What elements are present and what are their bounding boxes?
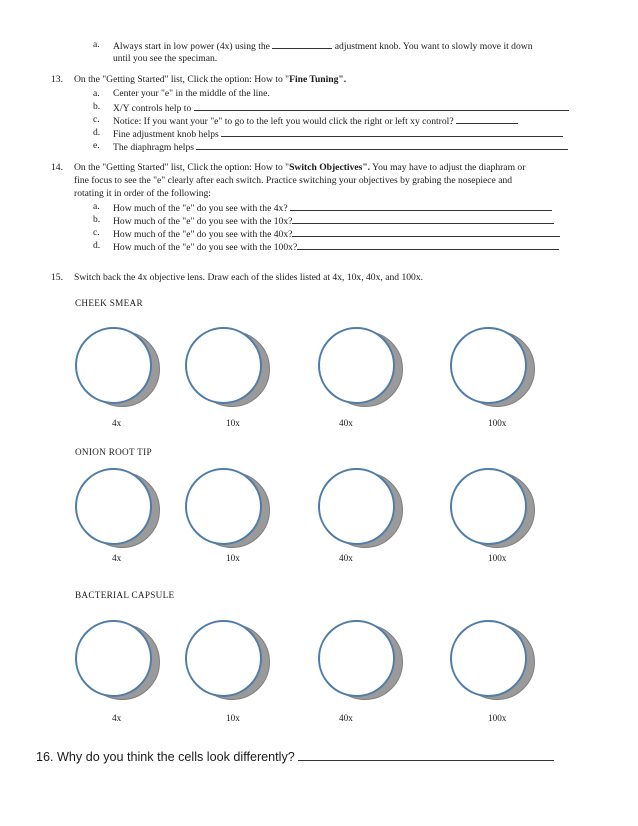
q13b-text: X/Y controls help to xyxy=(113,103,192,114)
q14b-answer-blank[interactable] xyxy=(292,214,554,224)
q13-number: 13. xyxy=(51,74,63,85)
slide-label-onion-root-tip: ONION ROOT TIP xyxy=(75,447,152,457)
q12a-letter: a. xyxy=(93,39,100,50)
q14c-line xyxy=(113,227,560,241)
q14b-text: How much of the "e" do you see with the 10x? xyxy=(113,216,293,227)
drawing-circle-cheek-4x[interactable] xyxy=(75,327,167,409)
drawing-circle-bacterial-4x[interactable] xyxy=(75,620,167,702)
drawing-circle-cheek-10x[interactable] xyxy=(185,327,277,409)
q13e-line xyxy=(113,140,568,154)
q14a-text: How much of the "e" do you see with the 4x? xyxy=(113,203,288,214)
q14a-answer-blank[interactable] xyxy=(290,201,552,211)
drawing-circle-onion-40x[interactable] xyxy=(318,468,410,550)
q12a-text-after: adjustment knob. You want to slowly move it down xyxy=(334,41,533,52)
slide-label-bacterial-capsule: BACTERIAL CAPSULE xyxy=(75,590,175,600)
mag-label-onion-10x: 10x xyxy=(226,553,240,563)
q13b-letter: b. xyxy=(93,101,101,112)
q13-prefix: On the "Getting Started" list, Click the option: How to " xyxy=(74,74,290,85)
q14d-line xyxy=(113,240,559,254)
q14a-letter: a. xyxy=(93,201,100,212)
q14b-line xyxy=(113,214,554,228)
q14c-text: How much of the "e" do you see with the 40x? xyxy=(113,229,293,240)
q14-number: 14. xyxy=(51,162,63,173)
drawing-circle-cheek-100x[interactable] xyxy=(450,327,542,409)
q14a-line xyxy=(113,201,552,215)
q14d-letter: d. xyxy=(93,240,101,251)
q13d-line xyxy=(113,127,563,141)
q15-number: 15. xyxy=(51,272,63,283)
q16-answer-blank[interactable] xyxy=(298,748,554,761)
q13b-answer-blank[interactable] xyxy=(194,101,569,111)
q13d-letter: d. xyxy=(93,127,101,138)
q13c-letter: c. xyxy=(93,114,100,125)
slide-label-cheek-smear: CHEEK SMEAR xyxy=(75,298,143,308)
q14-prefix: On the "Getting Started" list, Click the option: How to " xyxy=(74,162,290,173)
q13-bold: Fine Tuning". xyxy=(289,74,347,85)
drawing-circle-bacterial-40x[interactable] xyxy=(318,620,410,702)
drawing-circle-bacterial-10x[interactable] xyxy=(185,620,277,702)
q15-text: Switch back the 4x objective lens. Draw each of the slides listed at 4x, 10x, 40x, and 100x. xyxy=(74,272,424,283)
q13e-letter: e. xyxy=(93,140,100,151)
mag-label-bacterial-40x: 40x xyxy=(339,713,353,723)
q14-bold: Switch Objectives". xyxy=(289,162,371,173)
q14d-text: How much of the "e" do you see with the 100x? xyxy=(113,242,298,253)
drawing-circle-onion-100x[interactable] xyxy=(450,468,542,550)
q13c-answer-blank[interactable] xyxy=(456,114,518,124)
q14c-answer-blank[interactable] xyxy=(292,227,560,237)
q12a-continuation: until you see the speciman. xyxy=(113,53,218,64)
q12a-text-before: Always start in low power (4x) using the xyxy=(113,41,270,52)
mag-label-cheek-10x: 10x xyxy=(226,418,240,428)
q14-line3: rotating it in order of the following: xyxy=(74,188,211,199)
q14b-letter: b. xyxy=(93,214,101,225)
mag-label-bacterial-100x: 100x xyxy=(488,713,507,723)
mag-label-bacterial-4x: 4x xyxy=(112,713,122,723)
q13a-letter: a. xyxy=(93,88,100,99)
mag-label-onion-40x: 40x xyxy=(339,553,353,563)
q13b-line xyxy=(113,101,569,115)
q12a-answer-blank[interactable] xyxy=(272,39,332,49)
drawing-circle-bacterial-100x[interactable] xyxy=(450,620,542,702)
q14c-letter: c. xyxy=(93,227,100,238)
mag-label-cheek-100x: 100x xyxy=(488,418,507,428)
q14-heading xyxy=(74,162,525,174)
mag-label-bacterial-10x: 10x xyxy=(226,713,240,723)
q13d-text: Fine adjustment knob helps xyxy=(113,129,219,140)
mag-label-onion-4x: 4x xyxy=(112,553,122,563)
drawing-circle-onion-4x[interactable] xyxy=(75,468,167,550)
q16-text: 16. Why do you think the cells look differently? xyxy=(36,750,295,764)
q13e-answer-blank[interactable] xyxy=(196,140,568,150)
q13a-text: Center your "e" in the middle of the line. xyxy=(113,88,270,99)
q13c-text: Notice: If you want your "e" to go to the left you would click the right or left xy control? xyxy=(113,116,454,127)
q14d-answer-blank[interactable] xyxy=(297,240,559,250)
mag-label-cheek-40x: 40x xyxy=(339,418,353,428)
drawing-circle-onion-10x[interactable] xyxy=(185,468,277,550)
q13e-text: The diaphragm helps xyxy=(113,142,194,153)
q13d-answer-blank[interactable] xyxy=(221,127,563,137)
q13c-line xyxy=(113,114,518,128)
q14-line2: fine focus to see the "e" clearly after each switch. Practice switching your objectives by grabing the nosepiece and xyxy=(74,175,513,186)
mag-label-onion-100x: 100x xyxy=(488,553,507,563)
q13-heading xyxy=(74,74,346,86)
mag-label-cheek-4x: 4x xyxy=(112,418,122,428)
q12a-line xyxy=(113,39,533,53)
q16-line xyxy=(36,748,554,765)
drawing-circle-cheek-40x[interactable] xyxy=(318,327,410,409)
q14-suffix: You may have to adjust the diaphram or xyxy=(370,162,526,173)
